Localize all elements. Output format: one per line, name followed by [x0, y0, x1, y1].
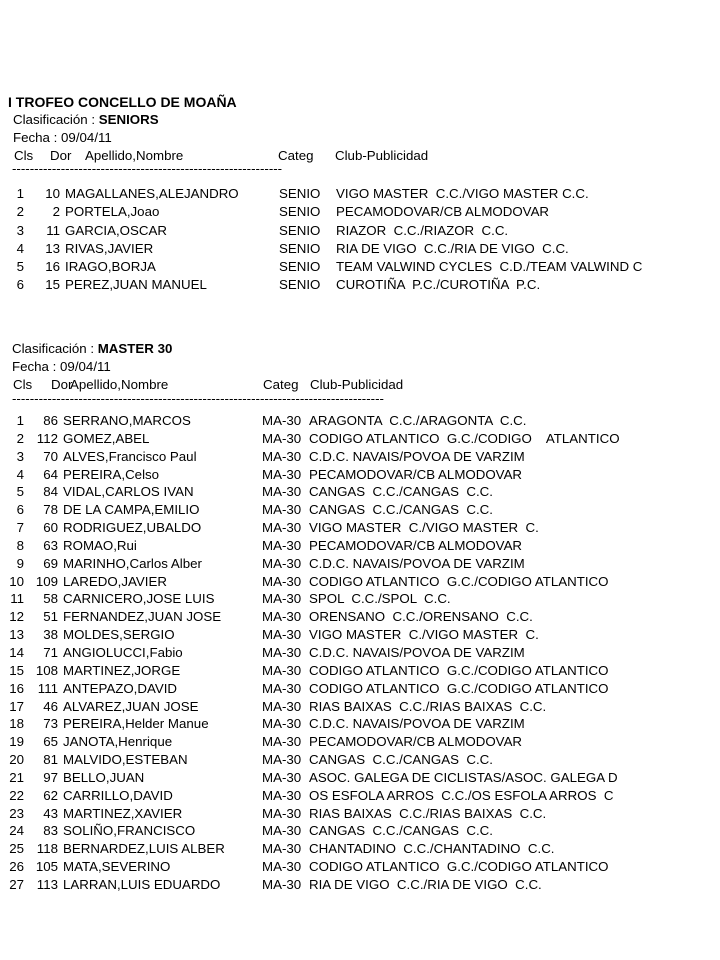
cell-cls: 3	[16, 222, 24, 238]
result-row	[0, 590, 720, 608]
col-header-dor: Dor	[50, 148, 72, 163]
result-row	[0, 787, 720, 805]
cell-categ: MA-30	[262, 573, 302, 589]
result-row	[0, 662, 720, 680]
cell-cls: 3	[16, 448, 24, 464]
cell-dor: 15	[45, 277, 60, 293]
cell-club: VIGO MASTER C./VIGO MASTER C.	[309, 520, 539, 536]
cell-club: PECAMODOVAR/CB ALMODOVAR	[309, 537, 523, 553]
result-row	[0, 876, 720, 894]
cell-categ: SENIO	[279, 277, 321, 293]
results-table-seniors	[0, 185, 720, 295]
cell-name: MARINHO,Carlos Alber	[63, 555, 202, 571]
cell-club: ORENSANO C.C./ORENSANO C.C.	[309, 609, 533, 625]
result-row	[0, 698, 720, 716]
cell-club: CANGAS C.C./CANGAS C.C.	[309, 823, 493, 839]
cell-dor: 83	[43, 823, 58, 839]
cell-name: ALVAREZ,JUAN JOSE	[63, 698, 199, 714]
clasificacion-value-master30: MASTER 30	[97, 341, 173, 356]
cell-cls: 14	[9, 644, 24, 660]
col-header-nombre: Apellido,Nombre	[70, 377, 169, 392]
cell-club: PECAMODOVAR/CB ALMODOVAR	[336, 204, 550, 220]
result-row	[0, 840, 720, 858]
cell-categ: MA-30	[262, 823, 302, 839]
cell-club: OS ESFOLA ARROS C.C./OS ESFOLA ARROS C	[309, 787, 614, 803]
cell-name: ROMAO,Rui	[63, 537, 137, 553]
fecha-line-master30: Fecha : 09/04/11	[12, 359, 111, 374]
result-row	[0, 733, 720, 751]
clasificacion-line-master30	[12, 341, 172, 356]
cell-name: MARTINEZ,JORGE	[63, 662, 181, 678]
cell-club: PECAMODOVAR/CB ALMODOVAR	[309, 466, 523, 482]
cell-dor: 69	[43, 555, 58, 571]
cell-dor: 65	[43, 734, 58, 750]
cell-dor: 84	[43, 484, 58, 500]
result-row	[0, 769, 720, 787]
cell-categ: MA-30	[262, 520, 302, 536]
cell-name: MATA,SEVERINO	[63, 859, 171, 875]
cell-name: PEREIRA,Helder Manue	[63, 716, 209, 732]
fecha-line-seniors: Fecha : 09/04/11	[13, 130, 112, 145]
cell-dor: 58	[43, 591, 58, 607]
result-row	[0, 185, 720, 203]
cell-name: IRAGO,BORJA	[65, 259, 156, 275]
cell-club: CODIGO ATLANTICO G.C./CODIGO ATLANTICO	[309, 430, 620, 446]
cell-cls: 4	[16, 240, 24, 256]
cell-name: BERNARDEZ,LUIS ALBER	[63, 841, 225, 857]
cell-categ: MA-30	[262, 502, 302, 518]
cell-club: CHANTADINO C.C./CHANTADINO C.C.	[309, 841, 555, 857]
cell-cls: 27	[9, 876, 24, 892]
cell-club: CODIGO ATLANTICO G.C./CODIGO ATLANTICO	[309, 859, 609, 875]
cell-name: FERNANDEZ,JUAN JOSE	[63, 609, 222, 625]
cell-dor: 118	[36, 841, 58, 857]
result-row	[0, 448, 720, 466]
cell-dor: 108	[35, 662, 58, 678]
cell-club: CANGAS C.C./CANGAS C.C.	[309, 502, 493, 518]
cell-name: VIDAL,CARLOS IVAN	[63, 484, 194, 500]
cell-dor: 73	[43, 716, 58, 732]
cell-cls: 8	[16, 537, 24, 553]
cell-dor: 113	[36, 876, 58, 892]
cell-categ: SENIO	[279, 240, 321, 256]
cell-categ: MA-30	[262, 555, 302, 571]
cell-club: CUROTIÑA P.C./CUROTIÑA P.C.	[336, 277, 541, 293]
result-row	[0, 258, 720, 276]
cell-name: SOLIÑO,FRANCISCO	[63, 823, 196, 839]
cell-club: PECAMODOVAR/CB ALMODOVAR	[309, 734, 523, 750]
result-row	[0, 222, 720, 240]
cell-cls: 23	[9, 805, 24, 821]
cell-cls: 2	[16, 430, 24, 446]
col-header-cls: Cls	[14, 148, 34, 163]
cell-dor: 60	[43, 520, 58, 536]
cell-club: TEAM VALWIND CYCLES C.D./TEAM VALWIND C	[336, 259, 643, 275]
cell-club: C.D.C. NAVAIS/POVOA DE VARZIM	[309, 716, 525, 732]
cell-dor: 62	[43, 787, 58, 803]
col-header-nombre: Apellido,Nombre	[85, 148, 184, 163]
cell-name: MOLDES,SERGIO	[63, 627, 175, 643]
cell-cls: 18	[9, 716, 24, 732]
cell-cls: 6	[16, 277, 24, 293]
cell-club: CODIGO ATLANTICO G.C./CODIGO ATLANTICO	[309, 662, 609, 678]
cell-club: RIAZOR C.C./RIAZOR C.C.	[336, 222, 509, 238]
cell-categ: MA-30	[262, 680, 302, 696]
cell-cls: 1	[16, 186, 24, 201]
cell-club: ARAGONTA C.C./ARAGONTA C.C.	[309, 413, 527, 428]
cell-categ: SENIO	[279, 259, 321, 275]
cell-name: CARRILLO,DAVID	[63, 787, 173, 803]
result-row	[0, 203, 720, 221]
result-row	[0, 501, 720, 519]
cell-cls: 26	[9, 859, 24, 875]
cell-cls: 15	[9, 662, 24, 678]
cell-name: PORTELA,Joao	[65, 204, 160, 220]
cell-categ: SENIO	[279, 204, 321, 220]
cell-categ: SENIO	[279, 222, 321, 238]
cell-categ: MA-30	[262, 644, 302, 660]
cell-cls: 22	[9, 787, 24, 803]
cell-name: ANGIOLUCCI,Fabio	[63, 644, 183, 660]
cell-dor: 13	[45, 240, 60, 256]
cell-club: RIA DE VIGO C.C./RIA DE VIGO C.C.	[336, 240, 569, 256]
cell-name: MAGALLANES,ALEJANDRO	[65, 186, 239, 201]
cell-name: RODRIGUEZ,UBALDO	[63, 520, 202, 536]
cell-dor: 109	[35, 573, 58, 589]
cell-club: VIGO MASTER C./VIGO MASTER C.	[309, 627, 539, 643]
cell-name: ALVES,Francisco Paul	[63, 448, 197, 464]
result-row	[0, 430, 720, 448]
cell-dor: 86	[43, 413, 58, 428]
cell-cls: 1	[16, 413, 24, 428]
cell-categ: MA-30	[262, 413, 302, 428]
cell-categ: MA-30	[262, 859, 302, 875]
result-row	[0, 626, 720, 644]
cell-dor: 81	[43, 752, 58, 768]
result-row	[0, 858, 720, 876]
cell-name: BELLO,JUAN	[63, 769, 145, 785]
divider-dashes-seniors: -------------------------------------------------------------	[12, 161, 283, 176]
result-row	[0, 715, 720, 733]
cell-dor: 111	[37, 680, 58, 696]
cell-cls: 9	[16, 555, 24, 571]
cell-name: LARRAN,LUIS EDUARDO	[63, 876, 221, 892]
cell-categ: MA-30	[262, 787, 302, 803]
cell-name: JANOTA,Henrique	[63, 734, 173, 750]
cell-categ: MA-30	[262, 484, 302, 500]
cell-dor: 46	[43, 698, 58, 714]
cell-cls: 11	[10, 591, 24, 607]
cell-club: RIA DE VIGO C.C./RIA DE VIGO C.C.	[309, 876, 542, 892]
cell-dor: 112	[36, 430, 58, 446]
col-header-categ: Categ	[263, 377, 299, 392]
cell-club: SPOL C.C./SPOL C.C.	[309, 591, 451, 607]
cell-categ: MA-30	[262, 752, 302, 768]
cell-cls: 16	[9, 680, 24, 696]
result-row	[0, 680, 720, 698]
col-header-cls: Cls	[13, 377, 33, 392]
cell-categ: MA-30	[262, 627, 302, 643]
result-row	[0, 805, 720, 823]
cell-club: CANGAS C.C./CANGAS C.C.	[309, 752, 493, 768]
cell-cls: 21	[9, 769, 24, 785]
cell-dor: 78	[43, 502, 58, 518]
clasificacion-label: Clasificación :	[12, 341, 98, 356]
result-row	[0, 573, 720, 591]
cell-categ: MA-30	[262, 537, 302, 553]
result-row	[0, 483, 720, 501]
cell-categ: MA-30	[262, 448, 302, 464]
cell-dor: 2	[52, 204, 60, 220]
cell-dor: 16	[45, 259, 60, 275]
cell-cls: 5	[16, 484, 24, 500]
cell-cls: 5	[16, 259, 24, 275]
result-row	[0, 644, 720, 662]
col-header-club: Club-Publicidad	[310, 377, 404, 392]
cell-cls: 7	[16, 520, 24, 536]
cell-name: GARCIA,OSCAR	[65, 222, 167, 238]
cell-cls: 12	[9, 609, 24, 625]
cell-categ: MA-30	[262, 591, 302, 607]
result-row	[0, 519, 720, 537]
result-row	[0, 555, 720, 573]
cell-cls: 2	[16, 204, 24, 220]
result-row	[0, 276, 720, 294]
cell-club: RIAS BAIXAS C.C./RIAS BAIXAS C.C.	[309, 805, 547, 821]
cell-categ: MA-30	[262, 716, 302, 732]
clasificacion-label: Clasificación :	[13, 112, 99, 127]
cell-club: CANGAS C.C./CANGAS C.C.	[309, 484, 493, 500]
result-row	[0, 240, 720, 258]
result-row	[0, 466, 720, 484]
clasificacion-value-seniors: SENIORS	[98, 112, 159, 127]
result-row	[0, 412, 720, 430]
cell-categ: MA-30	[262, 609, 302, 625]
cell-cls: 6	[16, 502, 24, 518]
cell-name: MALVIDO,ESTEBAN	[63, 752, 188, 768]
cell-categ: MA-30	[262, 430, 302, 446]
col-header-categ: Categ	[278, 148, 314, 163]
cell-dor: 43	[43, 805, 58, 821]
cell-name: SERRANO,MARCOS	[63, 413, 191, 428]
clasificacion-line-seniors	[13, 112, 159, 127]
results-table-master30	[0, 412, 720, 894]
cell-club: VIGO MASTER C.C./VIGO MASTER C.C.	[336, 186, 589, 201]
cell-name: PEREZ,JUAN MANUEL	[65, 277, 207, 293]
cell-cls: 19	[9, 734, 24, 750]
cell-categ: SENIO	[279, 186, 321, 201]
cell-dor: 10	[45, 186, 60, 201]
cell-club: C.D.C. NAVAIS/POVOA DE VARZIM	[309, 644, 525, 660]
cell-dor: 63	[43, 537, 58, 553]
cell-categ: MA-30	[262, 769, 302, 785]
cell-categ: MA-30	[262, 698, 302, 714]
cell-name: RIVAS,JAVIER	[65, 240, 154, 256]
cell-dor: 64	[43, 466, 58, 482]
cell-cls: 10	[9, 573, 24, 589]
result-row	[0, 751, 720, 769]
cell-dor: 71	[43, 644, 58, 660]
cell-dor: 97	[43, 769, 58, 785]
cell-name: GOMEZ,ABEL	[63, 430, 150, 446]
cell-cls: 17	[9, 698, 24, 714]
col-header-club: Club-Publicidad	[335, 148, 429, 163]
cell-name: DE LA CAMPA,EMILIO	[63, 502, 200, 518]
cell-dor: 11	[46, 222, 60, 238]
cell-dor: 38	[43, 627, 58, 643]
cell-name: PEREIRA,Celso	[63, 466, 160, 482]
result-row	[0, 608, 720, 626]
divider-dashes-master30: ------------------------------------------------------------------------------------	[12, 391, 384, 406]
result-row	[0, 822, 720, 840]
cell-club: ASOC. GALEGA DE CICLISTAS/ASOC. GALEGA D	[309, 769, 618, 785]
cell-cls: 25	[9, 841, 24, 857]
cell-name: CARNICERO,JOSE LUIS	[63, 591, 215, 607]
cell-cls: 4	[16, 466, 24, 482]
document-title: I TROFEO CONCELLO DE MOAÑA	[8, 94, 237, 110]
col-header-dor: Dor	[51, 377, 73, 392]
cell-club: CODIGO ATLANTICO G.C./CODIGO ATLANTICO	[309, 680, 609, 696]
cell-name: ANTEPAZO,DAVID	[63, 680, 178, 696]
cell-name: LAREDO,JAVIER	[63, 573, 167, 589]
cell-categ: MA-30	[262, 734, 302, 750]
cell-categ: MA-30	[262, 805, 302, 821]
cell-club: RIAS BAIXAS C.C./RIAS BAIXAS C.C.	[309, 698, 547, 714]
cell-dor: 51	[43, 609, 58, 625]
cell-categ: MA-30	[262, 466, 302, 482]
cell-club: C.D.C. NAVAIS/POVOA DE VARZIM	[309, 555, 525, 571]
result-row	[0, 537, 720, 555]
cell-club: CODIGO ATLANTICO G.C./CODIGO ATLANTICO	[309, 573, 609, 589]
cell-categ: MA-30	[262, 662, 302, 678]
cell-cls: 20	[9, 752, 24, 768]
cell-dor: 70	[43, 448, 58, 464]
cell-dor: 105	[35, 859, 58, 875]
cell-cls: 24	[9, 823, 24, 839]
cell-categ: MA-30	[262, 841, 302, 857]
cell-cls: 13	[9, 627, 24, 643]
cell-categ: MA-30	[262, 876, 302, 892]
cell-club: C.D.C. NAVAIS/POVOA DE VARZIM	[309, 448, 525, 464]
cell-name: MARTINEZ,XAVIER	[63, 805, 183, 821]
